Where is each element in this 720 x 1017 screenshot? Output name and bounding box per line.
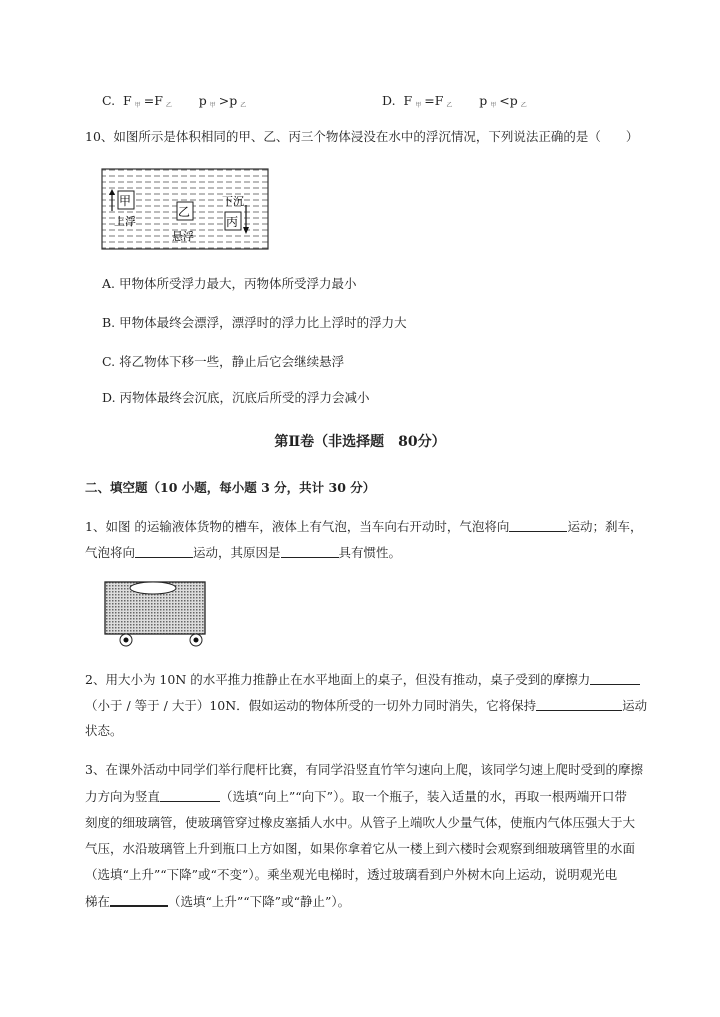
q10-option-b[interactable]: B. 甲物体最终会漂浮，漂浮时的浮力比上浮时的浮力大 [102,315,407,330]
text: p [198,93,207,108]
sub: 甲 [209,102,216,109]
sub: 乙 [165,102,172,109]
label-jia: 甲 [119,194,132,208]
text: =F [143,93,163,108]
q1-line2 [85,545,401,561]
option-label: D. [382,93,396,108]
sub: 乙 [520,102,527,109]
q10-option-c[interactable]: C. 将乙物体下移一些，静止后它会继续悬浮 [102,354,345,369]
q2-line1 [85,672,640,688]
text: 运动；刹车， [567,519,643,534]
sub: 乙 [446,102,453,109]
text: 力方向为竖直 [85,789,161,804]
label-down: 下沉 [222,195,244,208]
text: 1、如图 的运输液体货物的槽车，液体上有气泡，当车向右开动时，气泡将向 [85,519,510,534]
part2-title: 第Ⅱ卷（非选择题 80分） [274,434,446,450]
answer-blank[interactable] [160,789,220,802]
tank-car-figure [100,576,212,648]
answer-blank[interactable] [281,545,339,558]
q3-line1: 3、在课外活动中同学们举行爬杆比赛，有同学沿竖直竹竿匀速向上爬，该同学匀速上爬时受到的摩擦 [85,762,643,777]
text: F [403,93,413,108]
q3-line5: （选填“上升”“下降”或“不变”）。乘坐观光电梯时，透过玻璃看到户外树木向上运动，说明观光电 [85,867,618,882]
q9-option-d[interactable] [382,93,530,114]
answer-blank[interactable] [509,519,567,532]
q10-option-d[interactable]: D. 丙物体最终会沉底，沉底后所受的浮力会减小 [102,390,370,405]
q3-line3: 刻度的细玻璃管，使玻璃管穿过橡皮塞插人水中。从管子上端吹人少量气体，使瓶内气体压强大于大 [85,815,636,830]
sub: 甲 [490,102,497,109]
label-suspend: 悬浮 [172,230,194,243]
text: （选填“向上”“向下”）。取一个瓶子，装入适量的水，再取一根两端开口带 [220,789,627,804]
sub: 乙 [240,102,247,109]
text: p [479,93,488,108]
q3-line6 [85,893,350,910]
option-label: C. [102,93,116,108]
q10-option-a[interactable]: A. 甲物体所受浮力最大，丙物体所受浮力最小 [102,276,357,291]
label-up: 上浮 [114,215,136,228]
section-heading: 二、填空题（10 小题，每小题 3 分，共计 30 分） [85,480,376,495]
text: 具有惯性。 [338,545,402,560]
q1-line1 [85,519,642,535]
sub: 甲 [134,102,141,109]
buoyancy-figure [100,167,270,251]
text: 气泡将向 [85,545,136,560]
text: 运动，其原因是 [193,545,281,560]
text: =F [424,93,444,108]
sub: 甲 [415,102,422,109]
q9-option-c[interactable] [102,93,249,114]
q2-line3: 状态。 [85,723,123,738]
text: （小于 / 等于 / 大于）10N．假如运动的物体所受的一切外力同时消失，它将保持 [85,698,537,713]
text: （选填“上升”“下降”或“静止”）。 [168,894,351,909]
label-bing: 丙 [226,215,239,229]
label-yi: 乙 [178,205,191,219]
text: 梯在 [85,894,111,909]
text: F [123,93,132,108]
q10-stem: 10、如图所示是体积相同的甲、乙、丙三个物体浸没在水中的浮沉情况，下列说法正确的是（ ） [85,129,639,144]
text: 2、用大小为 10N 的水平推力推静止在水平地面上的桌子，但没有推动，桌子受到的摩擦力 [85,672,591,687]
answer-blank[interactable] [536,698,622,711]
q3-line4: 气压，水沿玻璃管上升到瓶口上方如图，如果你拿着它从一楼上到六楼时会观察到细玻璃管里的水面 [85,841,636,856]
answer-blank[interactable] [110,893,168,907]
answer-blank[interactable] [135,545,193,558]
text: <p [499,93,518,108]
q2-line2 [85,698,647,714]
text: >p [218,93,238,108]
text: 运动 [622,698,648,713]
answer-blank[interactable] [590,672,640,685]
q3-line2 [85,789,627,805]
